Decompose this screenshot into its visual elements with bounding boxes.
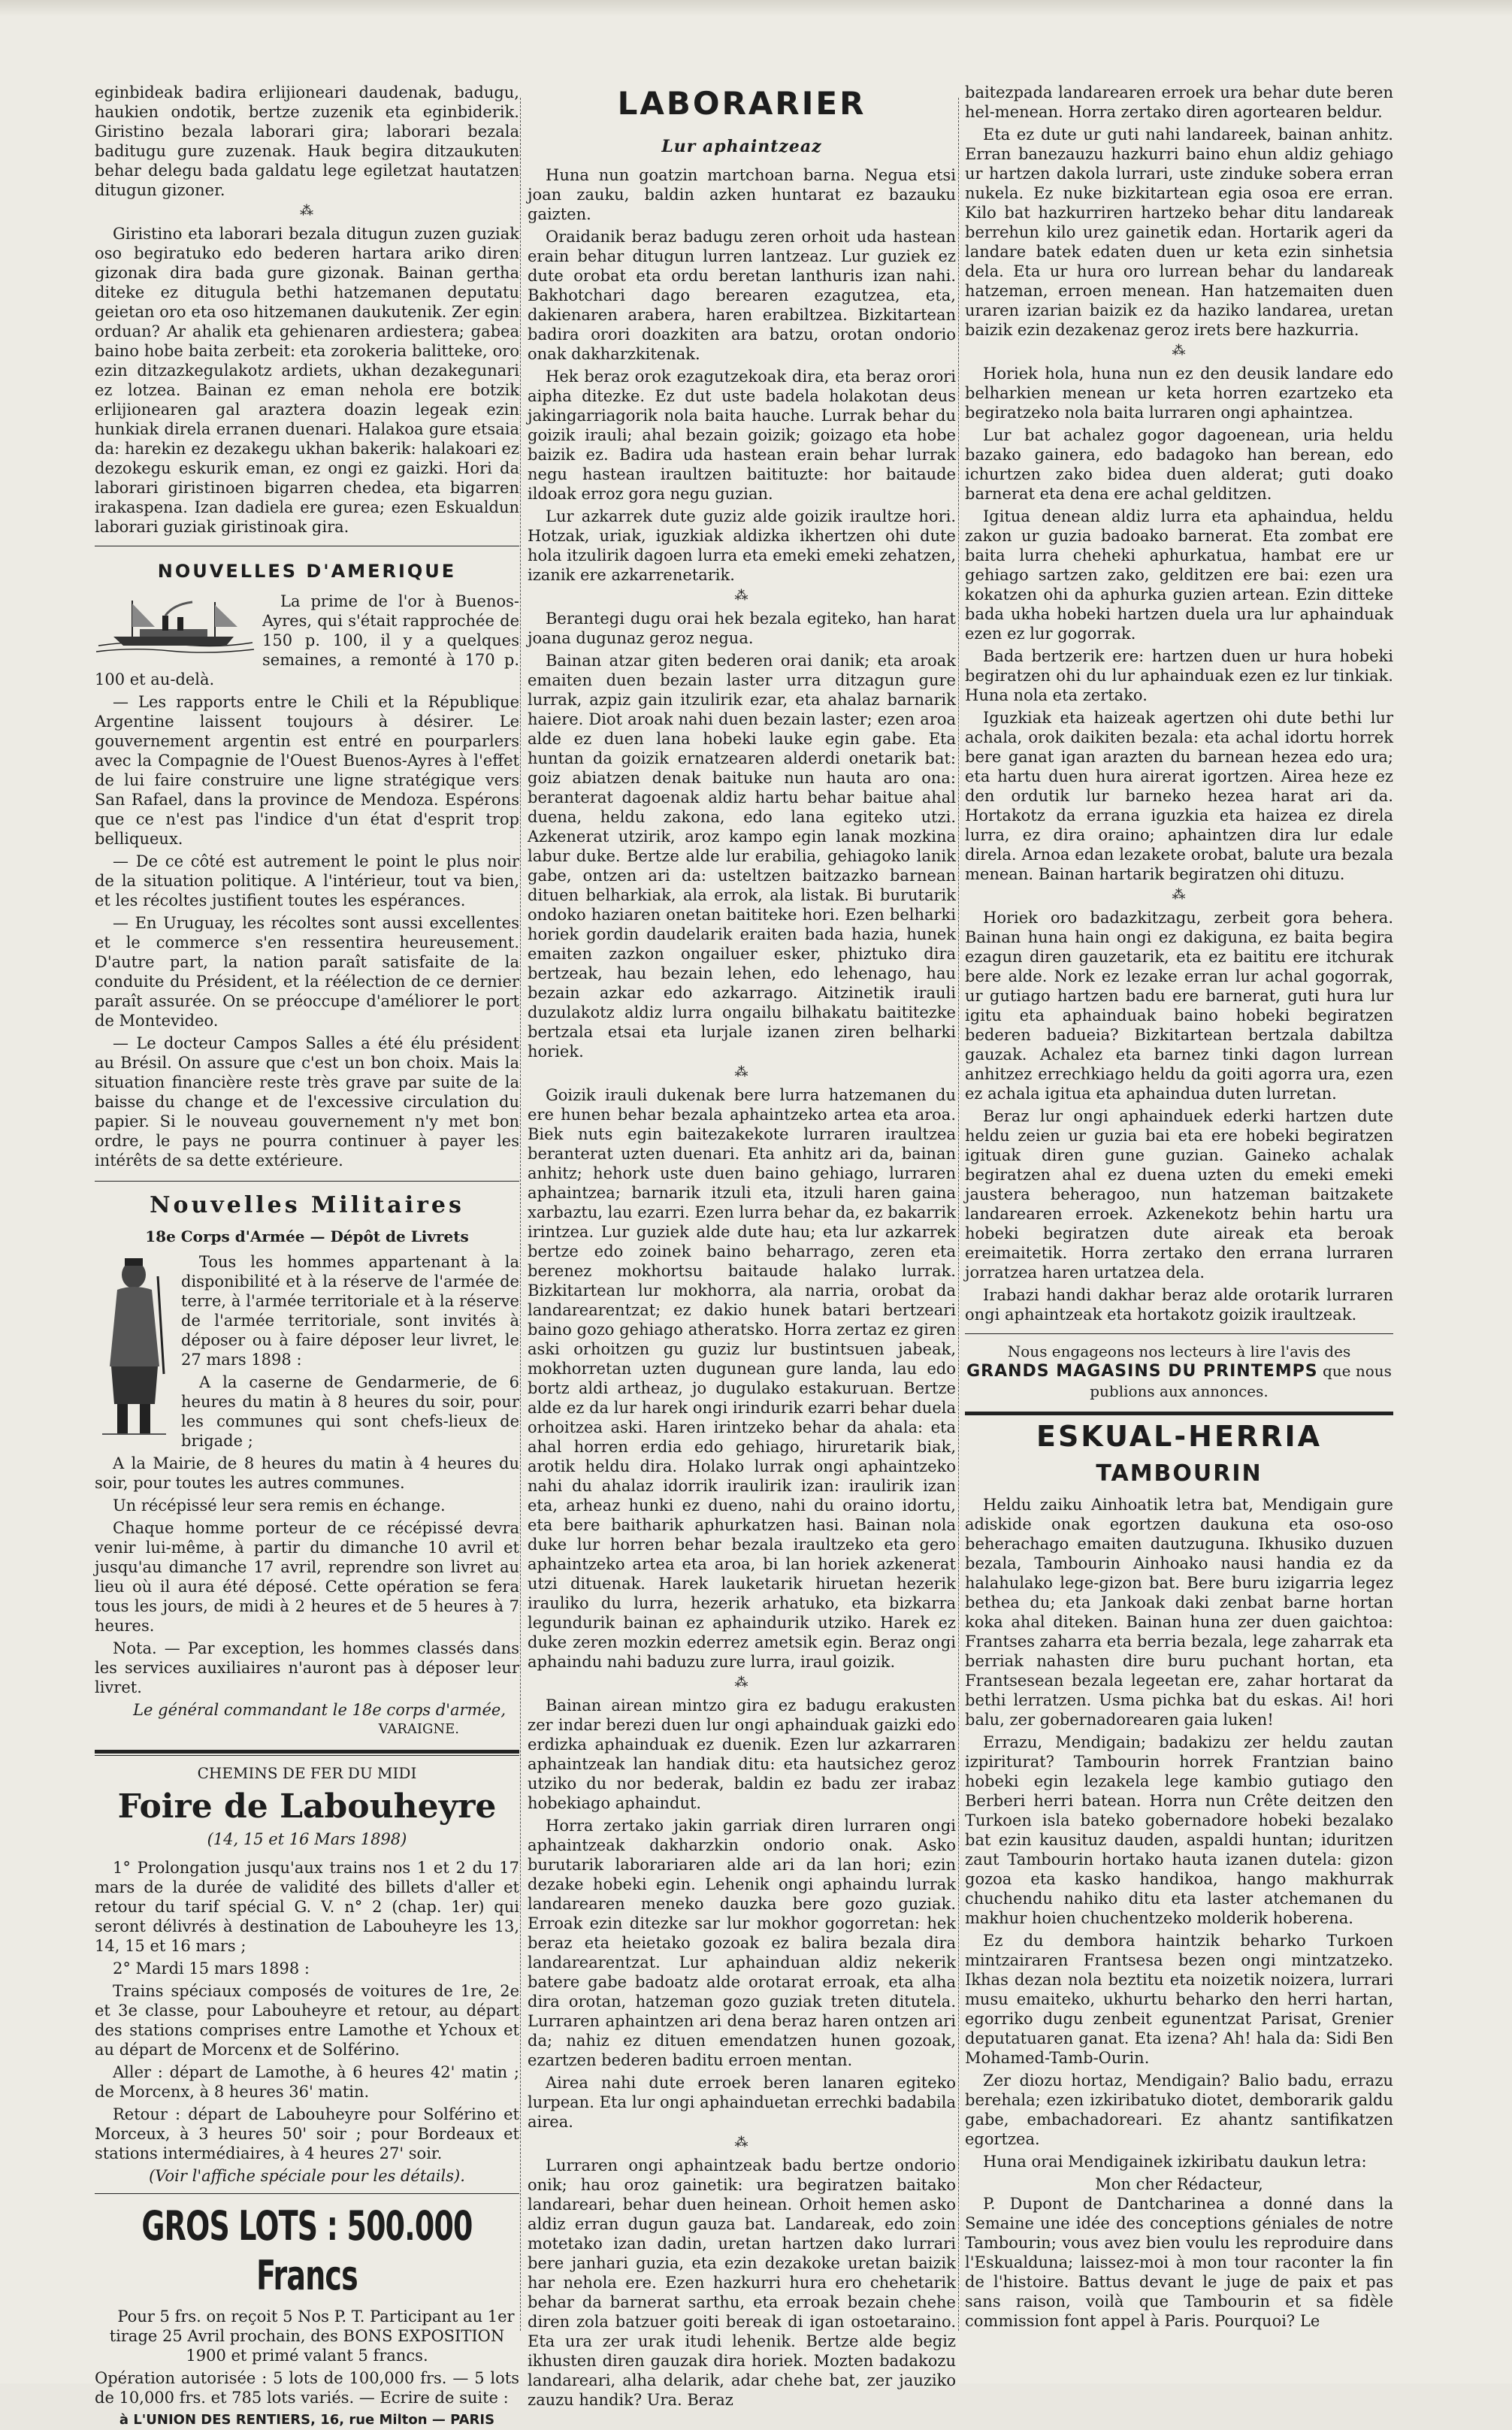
soldier-illustration (95, 1254, 174, 1442)
column-rule (520, 98, 521, 2331)
article-paragraph: Ez du dembora haintzik beharko Turkoen mintzairaren Frantsesa bezen ongi mintzatzeko. Ikhas dezan nola beztitu eta noizetik noizera, lurrari musu emaiteko, ukhurtu beharko den herri hartan, egorriko dugu zenbeit egunentzat Parisat, Grenier deputatuaren ganat. Eta izena? Ah! hala da: Sidi Ben Mohamed-Tamb-Ourin. (965, 1932, 1393, 2067)
column-middle (528, 83, 956, 2409)
article-paragraph: Iguzkiak eta haizeak agertzen ohi dute bethi lur achala, orok daikiten bezala: eta achal idortu horrek bere ganat igan arazten du barnean hezea edo ura; eta hartu duen hura airerat igortzen. Airea heze ez den ordutik lur barneko hezea harat ari da. Hortakotz da errana iguzkia eta haizea ez direla lurra, ez dira oraino; aphaintzen dira lur edale direla. Arnoa edan lezakete orobat, balute ura bezala menean. Bainan hartarik begiratzen ohi dituzu. (965, 709, 1393, 883)
article-paragraph: Horra zertako jakin garriak diren lurraren ongi aphaintzeak dakharzkin ondorio onak. Asko burutarik laborariaren alde ari da lan hori; ezin dezake hobeki egin. Lehenik ongi aphaindu lurrak landarearen meneko dauzka bere gozo guziak. Erroak ezin ditezke sar lur mokhor gogorretan: hek beraz eta heietako gozoak ez balira bezala dira landarearentzat. Lur aphainduan aldiz nekerik batere gabe badoatz alde orotarat erroak, eta alha dira orotan, hatzeman gozo guziak treten ditutela. Lurraren aphaintzen ari dena beraz haren ontzen ari da; nahiz ez dituen emendatzen hunen gozoak, ezartzen bederen baditu erroen mentan. (528, 1817, 956, 2069)
printemps-notice (965, 1342, 1393, 1401)
section-title-eskual-herria: ESKUAL-HERRIA (1036, 1420, 1323, 1453)
foire-title: Foire de Labouheyre (117, 1787, 497, 1826)
page-fold-shadow (0, 0, 1512, 17)
divider (965, 1412, 1393, 1415)
railway-header: CHEMINS DE FER DU MIDI (197, 1764, 417, 1782)
military-paragraph: Chaque homme porteur de ce récépissé devra venir lui-même, à partir du dimanche 10 avril et jusqu'au dimanche 17 avril, reprendre son livret au lieu où il aura été déposé. Cette opération se fera tous les jours, de midi à 2 heures et de 5 heures à 7 heures. (95, 1519, 519, 1635)
news-paragraph: La prime de l'or à Buenos-Ayres, qui s'était rapprochée de 150 p. 100, il y a quelques semaines, a remonté à 170 p. 100 et au-delà. (95, 592, 519, 688)
asterism: ⁂ (734, 1675, 749, 1690)
article-paragraph: Lur azkarrek dute guziz alde goizik iraultze hori. Hotzak, uriak, iguzkiak aldizka ikhertzen ohi dute hola itzulirik dagoen lurra eta emeki emeki zehatzen, izanik ere azkarrenetarik. (528, 507, 956, 584)
article-paragraph: Huna orai Mendigainek izkiribatu daukun letra: (983, 2153, 1367, 2171)
news-paragraph: — De ce côté est autrement le point le plus noir de la situation politique. A l'intérieur, tout va bien, et les récoltes justifient toutes les espérances. (95, 852, 519, 909)
foire-paragraph: Aller : départ de Lamothe, à 6 heures 42' matin ; de Morcenx, à 8 heures 36' matin. (95, 2063, 519, 2101)
foire-paragraph: 1° Prolongation jusqu'aux trains nos 1 et 2 du 17 mars de la durée de validité des billets d'aller et retour du tarif spécial G. V. n° 2 (chap. 1er) qui seront délivrés à destination de Labouheyre les 13, 14, 15 et 16 mars ; (95, 1859, 519, 1955)
divider (965, 1333, 1393, 1334)
lottery-address: à L'UNION DES RENTIERS, 16, rue Milton — PARIS (119, 2412, 495, 2428)
foire-dates: (14, 15 et 16 Mars 1898) (207, 1830, 407, 1848)
notice-text: que nous publions aux annonces. (1090, 1362, 1392, 1400)
military-paragraph: Un récépissé leur sera remis en échange. (113, 1496, 446, 1515)
asterism: ⁂ (1172, 887, 1187, 903)
article-paragraph: Irabazi handi dakhar beraz alde orotarik lurraren ongi aphaintzeak eta hortakotz goizik iraultzeak. (965, 1286, 1393, 1324)
article-paragraph: Beraz lur ongi aphainduek ederki hartzen dute heldu zeien ur guzia bai eta ere hobeki begiratzen igituak diren gune guzian. Gaineko achalak begiratzen ahal ez duena uzten du emeki emeki jaustera beheragoo, nun hatzeman baitzakete landarearen erroek. Azkenekotz behin hartu ura hobeki begiratzen dute aireak eta beroak ereimaitetik. Horra zertako den errana lurraren jorratzea haren urtatzea dela. (965, 1107, 1393, 1282)
article-paragraph: Bainan airean mintzo gira ez badugu erakusten zer indar berezi duen lur ongi aphainduak gaizki edo erdizka aphainduak ez duenik. Ezen lur azkarraren aphaintzeak lan handiak ditu: eta hautsichez geroz utziko du nor bederak, baldin ez badu zer irabaz hobekiago aphaindut. (528, 1696, 956, 1812)
foire-paragraph: Retour : départ de Labouheyre pour Solférino et Morceux, à 3 heures 50' soir ; pour Bordeaux et stations intermédiaires, à 4 heures 27' soir. (95, 2105, 519, 2162)
asterism: ⁂ (734, 1064, 749, 1080)
notice-store-name: GRANDS MAGASINS DU PRINTEMPS (966, 1362, 1318, 1381)
article-paragraph: eginbideak badira erlijioneari daudenak, badugu, haukien ondotik, bertze zuzenik eta eginbiderik. Giristino bezala laborari gira; laborari bezala baditugu gure zuzenak. Hauk begira ditzaukuten behar delegu bada galdatu lege egiletzat hautatzen ditugun gizoner. (95, 83, 519, 199)
asterism: ⁂ (734, 2135, 749, 2150)
article-paragraph: baitezpada landarearen erroek ura behar dute beren hel-menean. Horra zertako diren agortearen beldur. (965, 83, 1393, 121)
article-paragraph: Goizik irauli dukenak bere lurra hatzemanen du ere hunen behar bezala aphaintzeko artea eta aroa. Biek nuts egin baitezakekote lurraren iraultzea beranterat uzten duenari. Eta anhitz ari da, bainan anhitz; hehork uste duen baino gehiago, lurraren aphaintzea; barnarik itzuli eta, itzuli haren gaina xarbaztu, lau ezarri. Ezen lurra behar da, ez bakarrik irintzea. Lur guziek alde dute hau; eta lur azkarrek bertze edo zoinek baino beharrago, zeren eta berenez mokhortsu baitaude halako lurrak. Bizkitartean lur mokhorra, ala narria, orobat da landarearentzat; ez dakio hunek batari bertzeari baino gozo gehiago atheratsko. Horra zertaz ez giren aski orhoitzen gu guziz lur bustintsuen jabeak, mokhorretan uzten dugunean gure landa, lau edo bortz aldi artheaz, jo dugulako estakuruan. Bertze alde ez da lur harek ongi irindurik ezarri behar duela orhoitzea aski. Haren irintzeko behar da ahala: eta ahal horren erdia edo gehiago, hiruretarik biak, arotik heldu dira. Holako lurrak ongi aphaintzeko nahi du ahalaz idorrik iraulirik izan: iraulirik izan eta, arheaz hunki ez dueno, nahi du oraino idortu, eta bere baitharik aphurkatzen hasi. Bainan nola duke lur horren behar bezala iraultzeko eta gero aphaintzeko artea eta aroa, bi lan horiek azkenerat utzi dituenak. Harek lauketarik hiruetan hezerik irauliko du lurra, hezerik arhatuko, eta bizkarra legundurik bainan ez aphaindurik utziko. Harek ez duke zeren mozkin ederrez ametsik egin. Beraz ongi aphaindu nahi baduzu zure lurra, iraul goizik. (528, 1086, 956, 1671)
article-paragraph: Bada bertzerik ere: hartzen duen ur hura hobeki begiratzen ohi du lur aphainduak ezen ez lur tinkiak. Huna nola eta zertako. (965, 647, 1393, 704)
article-paragraph: Eta ez dute ur guti nahi landareek, bainan anhitz. Erran banezauzu hazkurri baino ehun aldiz gehiago ur hartzen dakola lurrari, uste zinduke sobera erran nukela. Ez nuke bizkitartean egia osoa ere erran. Kilo bat hazkurriren hartzeko behar ditu landareak berrehun kilo urez gainetik edan. Hortarik ageri da landare batek edaten duen ur keta ezin sinhetsia dela. Eta ur hura oro lurrean behar du landareak hatzeman, erroen menean. Han hatzemaiten duen uraren izarian baizik ez da haziko landarea, uretan baizik ezin dezakenaz geroz irets bere hazkurria. (965, 126, 1393, 339)
column-right (965, 83, 1393, 2353)
article-paragraph: Bainan atzar giten bederen orai danik; eta aroak emaiten duen bezain laster urra ditzagun gure lurrak, azpiz gain itzulirik ezar, eta ahalaz barnarik haiere. Diot aroak nahi duen bezain laster; ezen aroa alde ez duen lana hobeki lauke egin gabe. Eta huntan da goizik ernatzearen alderdi onetarik bat: goiz abiatzen denak baituke nun hauta aro ona: beranterat dagoenak aldiz hartu behar baitue ahal duena, heldu zakona, edo lana egiteko utzi. Azkenerat utzirik, aroz kampo egin lanak mozkina labur duke. Bertze alde lur erabilia, gehiagoko lanik gabe, ontzen ari da: usteltzen baitzazko barnean dituen belharkiak, ala errok, ala listak. Bi burutarik ondoko haziaren onetan baititeke hori. Ezen belharki horiek gordin daudelarik eraiten bada hazia, hunek emaiten zazkon ongailuer esker, phiztuko dira bertzeak, hau bezain lehen, edo lehenago, hau bezain azkar edo azkarrago. Aitzinetik irauli duzulakotz aldiz lurra ongailu bilhakatu baititezke bertzala etsai eta lurjale izanen ziren belharki horiek. (528, 652, 956, 1061)
notice-text: Nous engageons nos lecteurs à lire l'avis des (1007, 1342, 1351, 1360)
article-paragraph: Errazu, Mendigain; badakizu zer heldu zautan izpiriturat? Tambourin horrek Frantzian baino hobeki egin lezakela lege kambio gutiago den Berberi herri batean. Horra nun Crête deitzen den Turkoen isla bateko gobernadore hobeki bezalako bat ezin kausituz dauden, aspaldi huntan; iduritzen zaut Tambourin hortako hauta izanen dutela: gizon gozoa eta kasko handikoa, hango makhurrak chuchendu nahiko ditu eta laster atchemanen du makhur hoien chuchentzeko molderik hoberena. (965, 1733, 1393, 1927)
asterism: ⁂ (1172, 343, 1187, 359)
foire-note: (Voir l'affiche spéciale pour les détails). (149, 2167, 465, 2185)
divider (95, 2193, 519, 2194)
military-paragraph: Nota. — Par exception, les hommes classés dans les services auxiliaires n'auront pas à déposer leur livret. (95, 1639, 519, 1696)
asterism: ⁂ (734, 588, 749, 604)
gros-lots-headline: GROS LOTS : 500.000 Francs (141, 2202, 473, 2299)
article-paragraph: Igitua denean aldiz lurra eta aphaindua, heldu zakon ur guzia badoako barnerat. Eta zombat ere baita lurra cheheki aphurkatua, hambat ere ur gehiago sartzen zako, gelditzen ere bai: ezen ura kokatzen ohi da aphurka guzien artean. Ezin ditteke bada ukha hobeki hartzen duela ura lur aphainduak ezen ez lur gogorrak. (965, 507, 1393, 643)
news-paragraph: — Les rapports entre le Chili et la République Argentine laissent toujours à désirer. Le gouvernement argentin est entré en pourparlers avec la Compagnie de l'Ouest Buenos-Ayres à l'effet de lui faire construire une ligne stratégique vers San Rafael, dans la province de Mendoza. Espérons que ce n'est pas l'indice d'un état d'esprit trop belliqueux. (95, 693, 519, 848)
article-subtitle: Lur aphaintzeaz (661, 137, 822, 156)
article-paragraph: P. Dupont de Dantcharinea a donné dans la Semaine une idée des conceptions géniales de notre Tambourin; vous avez bien voulu les reproduire dans l'Eskualduna; laissez-moi à mon tour raconter la fin de l'histoire. Battus devant le juge de paix et pas sans raison, voilà que Tambourin et sa fidèle commission font appel à Paris. Pourquoi? Le (965, 2195, 1393, 2330)
article-paragraph: Giristino eta laborari bezala ditugun zuzen guziak oso begiratuko edo bederen hartara ariko diren gizonak dira bada gure gizonak. Bainan gertha diteke ez ditugula bethi hatzemanen deputatu geietan oro eta oso hitzemanen daukutenik. Zer egin orduan? Ar ahalik eta gehienaren ardiestera; gabea baino hobe baita zerbeit: eta zorokeria balitteke, oro ezin ditzazkegulakotz ardiets, ukhan dezakegunari ez lotzea. Bainan ez eman nehola ere botzik erlijionearen gal araztera doazin legeak ezin hunkiak direla erranen duenari. Halakoa gure etsaia da: harekin ez dezakegu ukhan bakerik: halakoari ez dezokegu eskurik eman, ez ongi ez gaizki. Hori da laborari giristinoen bigarren chedea, eta bigarren irakaspena. Izan dadiela ere gurea; ezen Eskualdun laborari guziak giristinoak gira. (95, 225, 519, 536)
military-paragraph: A la Mairie, de 8 heures du matin à 4 heures du soir, pour toutes les autres communes. (95, 1454, 519, 1492)
article-paragraph: Airea nahi dute erroek beren lanaren egiteko lurpean. Eta lur ongi aphainduetan errechki badabila airea. (528, 2074, 956, 2131)
military-signature: Le général commandant le 18e corps d'armée, (133, 1701, 506, 1719)
article-paragraph: Horiek hola, huna nun ez den deusik landare edo belharkien menean ur keta horren ezartzeko eta begiratzeko nola baita lurraren ongi aphaintzea. (965, 365, 1393, 422)
military-paragraph: Tous les hommes appartenant à la disponibilité et à la réserve de l'armée de terre, à l'armée territoriale et à la réserve de l'armée territoriale, sont invités à déposer ou à faire déposer leur livret, le 27 mars 1898 : (181, 1253, 519, 1369)
section-title-amerique: NOUVELLES D'AMERIQUE (157, 561, 457, 582)
article-paragraph: Heldu zaiku Ainhoatik letra bat, Mendigain gure adiskide onak egortzen daukuna eta oso-oso beherachago emaiten dautzuguna. Ikhusiko duzuen bezala, Tambourin Ainhoako nausi handia ez da halahulako lege-gizon bat. Bere buru izigarria legez bethea du; eta Jankoak daki zenbat barne hortan koka ahal diteken. Bainan huna zer duen gaichtoa: Frantses zaharra eta berria bezala, lege zaharrak eta berriak nahasten dire buru puchant hortan, eta Frantsesean bezala legeetan ere, zahar hortarat da bethi lerratzen. Usma pichka bat du eskas. Ai! hori balu, zer gobernadorearen gaia luken! (965, 1496, 1393, 1729)
article-paragraph: Berantegi dugu orai hek bezala egiteko, han harat joana dugunaz geroz negua. (528, 610, 956, 647)
divider (95, 1181, 519, 1182)
military-paragraph: A la caserne de Gendarmerie, de 6 heures du matin à 8 heures du soir, pour les communes qui sont chefs-lieux de brigade ; (181, 1373, 519, 1450)
article-paragraph: Hek beraz orok ezagutzekoak dira, eta beraz orori aipha ditezke. Ez dut uste badela holakotan deus jakingarriagorik nola baita hauche. Lurrak behar du goizik irauli; ahal bezain goizik; goizago eta hobe baizik ez. Badira uda hastean erain behar lurrak negu hastean iraultzen baitituzte: hor baitaude ildoak erroz gora negu guzian. (528, 368, 956, 503)
steamship-illustration (95, 593, 256, 657)
asterism: ⁂ (300, 203, 314, 219)
amerique-block (95, 592, 519, 689)
military-subtitle: 18e Corps d'Armée — Dépôt de Livrets (145, 1227, 469, 1245)
divider (95, 1750, 519, 1754)
article-paragraph: Huna nun goatzin martchoan barna. Negua etsi joan zauku, baldin azken huntarat ez bazauku gaizten. (528, 166, 956, 223)
column-left (95, 83, 519, 2428)
column-rule (958, 98, 959, 2331)
article-paragraph: Horiek oro badazkitzagu, zerbeit gora behera. Bainan huna hain ongi ez dakiguna, ez baita begira ezagun diren gauzetarik, eta ez baititu ere itchurak bere alde. Nork ez lezake erran lur achal gogorrak, ur gutiago hartzen badu ere barnerat, guti hura lur igitu eta aphainduak baino hobeki begiratzen bederen badueia? Bizkitartean bertzala dabiltza gauzak. Achalez eta barnez tinki dagon lurrean anhitzez errechkiago heldu da goiti agorra ura, ezen ez achala igitua eta aphaindua duten lurretan. (965, 909, 1393, 1103)
news-paragraph: — En Uruguay, les récoltes sont aussi excellentes et le commerce s'en ressentira heureusement. D'autre part, la nation paraît satisfaite de la conduite du Président, et la réélection de ce dernier paraît assurée. On se préoccupe d'améliorer le port de Montevideo. (95, 914, 519, 1030)
section-title-laborarier: LABORARIER (617, 85, 866, 122)
section-title-militaires: Nouvelles Militaires (150, 1192, 464, 1218)
article-paragraph: Lurraren ongi aphaintzeak badu bertze ondorio onik; hau oroz gainetik: ura begiratzen baitako landareari, behar duen heinean. Orhoit hemen asko aldiz erran dugun gauza bat. Landareak, edo zoin motetako izan dadin, uretan hartzen dako lurrari bere janhari guzia, eta ezin dezakoke uretan baizik har nehola ere. Ezen hazkurri hura ero chehetarik behar da barnerat sarthu, eta erroak bezain chehe diren zola batzuer goiti bereak di igan ostoetaraino. Eta ura zer urak itudi lehenik. Bertze alde begiz ikhusten diren gauzak dira horiek. Mozten badakozu landareari, alha delarik, adar chehe bat, zer jauziko zauzu handik? Ura. Beraz (528, 2156, 956, 2409)
foire-paragraph: Trains spéciaux composés de voitures de 1re, 2e et 3e classe, pour Labouheyre et retour, au départ des stations comprises entre Lamothe et Ychoux et au départ de Morcenx et de Solférino. (95, 1982, 519, 2059)
military-signature-name: VARAIGNE. (378, 1721, 459, 1737)
article-paragraph: Oraidanik beraz badugu zeren orhoit uda hastean erain behar ditugun lurren lantzeaz. Lur guziek ez dute orobat eta ordu beretan lanthuris izan nahi. Bakhotchari dago berearen ezagutzea, eta, dakienaren arabera, haren erabiltzea. Bizkitartean badira orori doazkiten ara batzu, orotan ondorio onak dakharzkitenak. (528, 228, 956, 363)
lottery-paragraph: Pour 5 frs. on reçoit 5 Nos P. T. Participant au 1er tirage 25 Avril prochain, des BONS EXPOSITION 1900 et primé valant 5 francs. (109, 2307, 515, 2365)
article-paragraph: Lur bat achalez gogor dagoenean, uria heldu bazako gainera, edo badagoko han berean, edo ichurtzen zako bidea duen alderat; guti doako barnerat eta dena ere achal gelditzen. (965, 426, 1393, 503)
lottery-paragraph: Opération autorisée : 5 lots de 100,000 frs. — 5 lots de 10,000 frs. et 785 lots variés. — Ecrire de suite : (95, 2369, 519, 2407)
news-paragraph: — Le docteur Campos Salles a été élu président au Brésil. On assure que c'est un bon choix. Mais la situation financière reste très grave par suite de la baisse du change et de l'excessive circulation du papier. Si le nouveau gouvernement n'y met bon ordre, le pays ne pourra continuer à payer les intérêts de sa dette extérieure. (95, 1034, 519, 1170)
divider (95, 1755, 519, 1756)
letter-salutation: Mon cher Rédacteur, (1095, 2175, 1263, 2193)
article-title-tambourin: TAMBOURIN (1096, 1460, 1263, 1487)
foire-paragraph: 2° Mardi 15 mars 1898 : (113, 1959, 310, 1978)
military-block (95, 1252, 519, 1493)
article-paragraph: Zer diozu hortaz, Mendigain? Balio badu, errazu berehala; ezen izkiribatuko diotet, demborarik galdu gabe, embachadoreari. Ez ahantz santifikatzen egortzea. (965, 2071, 1393, 2148)
